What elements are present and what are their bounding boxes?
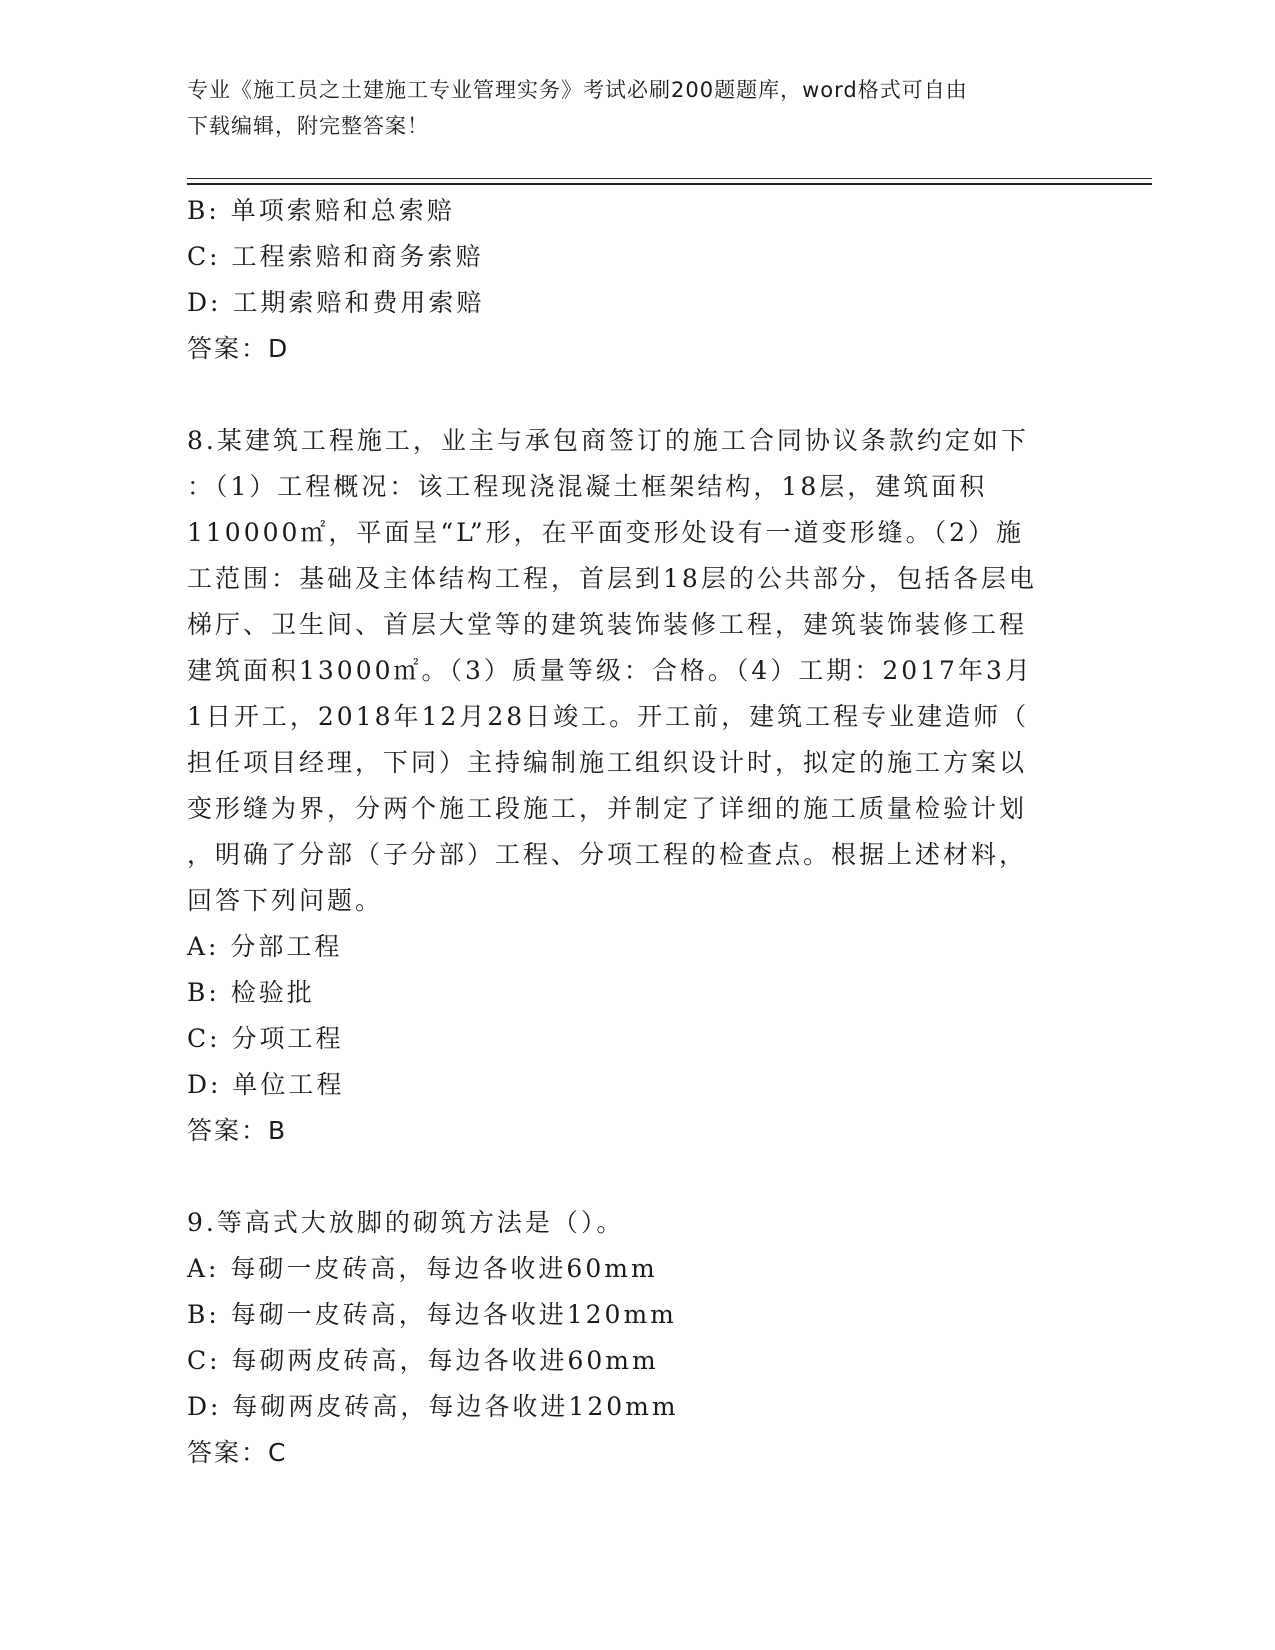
q7-option-d: D: 工期索赔和费用索赔 xyxy=(187,288,485,317)
q7-option-c: C: 工程索赔和商务索赔 xyxy=(187,242,484,271)
q8-text-line-5: 梯厅、卫生间、首层大堂等的建筑装饰装修工程，建筑装饰装修工程 xyxy=(187,610,1028,639)
q8-text-line-4: 工范围：基础及主体结构工程，首层到18层的公共部分，包括各层电 xyxy=(187,564,1037,593)
q8-text-line-3: 110000㎡，平面呈“L”形，在平面变形处设有一道变形缝。（2）施 xyxy=(187,518,1025,547)
q8-answer: 答案：B xyxy=(187,1116,288,1145)
q8-text-line-7: 1日开工，2018年12月28日竣工。开工前，建筑工程专业建造师（ xyxy=(187,702,1030,731)
q7-answer: 答案：D xyxy=(187,334,290,363)
q8-text-line-6: 建筑面积13000㎡。（3）质量等级：合格。（4）工期：2017年3月 xyxy=(187,656,1033,685)
q8-option-a: A: 分部工程 xyxy=(187,932,343,961)
q8-text-line-1: 8.某建筑工程施工，业主与承包商签订的施工合同协议条款约定如下 xyxy=(187,426,1029,455)
document-body xyxy=(187,188,1087,1476)
q8-text-line-11: 回答下列问题。 xyxy=(187,886,384,915)
document-header xyxy=(187,72,1067,144)
q9-option-c: C: 每砌两皮砖高，每边各收进60mm xyxy=(187,1346,659,1375)
q9-option-b: B: 每砌一皮砖高，每边各收进120mm xyxy=(187,1300,677,1329)
q7-option-b: B: 单项索赔和总索赔 xyxy=(187,196,455,225)
q8-text-line-8: 担任项目经理，下同）主持编制施工组织设计时，拟定的施工方案以 xyxy=(187,748,1028,777)
header-line-1: 专业《施工员之土建施工专业管理实务》考试必刷200题题库，word格式可自由 xyxy=(187,78,968,102)
q8-text-line-2: ：（1）工程概况：该工程现浇混凝土框架结构，18层，建筑面积 xyxy=(187,472,988,501)
q9-question: 9.等高式大放脚的砌筑方法是（）。 xyxy=(187,1208,625,1237)
q9-option-a: A: 每砌一皮砖高，每边各收进60mm xyxy=(187,1254,658,1283)
q8-option-d: D: 单位工程 xyxy=(187,1070,345,1099)
q8-option-c: C: 分项工程 xyxy=(187,1024,344,1053)
header-divider-thick xyxy=(187,183,1152,185)
header-line-2: 下载编辑，附完整答案！ xyxy=(187,114,429,138)
q9-option-d: D: 每砌两皮砖高，每边各收进120mm xyxy=(187,1392,679,1421)
q8-text-line-9: 变形缝为界，分两个施工段施工，并制定了详细的施工质量检验计划 xyxy=(187,794,1028,823)
q8-option-b: B: 检验批 xyxy=(187,978,315,1007)
q8-text-line-10: ，明确了分部（子分部）工程、分项工程的检查点。根据上述材料， xyxy=(187,840,1028,869)
spacer xyxy=(187,372,1087,418)
header-divider-thin xyxy=(187,178,1152,179)
q9-answer: 答案：C xyxy=(187,1438,288,1467)
spacer xyxy=(187,1154,1087,1200)
